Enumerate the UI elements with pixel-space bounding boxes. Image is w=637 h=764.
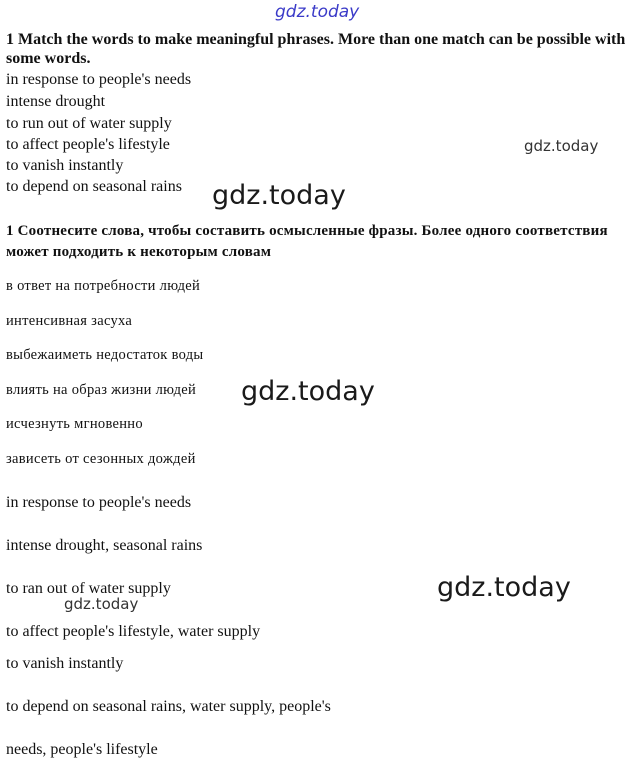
watermark-right-small: gdz.today bbox=[524, 137, 599, 155]
answer-item: needs, people's lifestyle bbox=[6, 741, 158, 758]
answer-item: to ran out of water supply bbox=[6, 580, 171, 597]
phrase-item: intense drought bbox=[6, 93, 106, 110]
answer-item: to affect people's lifestyle, water supply bbox=[6, 623, 261, 640]
phrase-item: to affect people's lifestyle bbox=[6, 136, 170, 153]
answer-item: in response to people's needs bbox=[6, 494, 192, 511]
phrase-item: to depend on seasonal rains bbox=[6, 178, 182, 195]
watermark-mid-large: gdz.today bbox=[212, 180, 346, 211]
watermark-right-large: gdz.today bbox=[437, 572, 571, 603]
watermark-mid2-large: gdz.today bbox=[241, 376, 375, 407]
exercise-heading-en: 1 Match the words to make meaningful phrases. More than one match can be possible with some words. bbox=[6, 31, 626, 67]
answer-item: intense drought, seasonal rains bbox=[6, 537, 203, 554]
exercise-heading-ru: 1 Соотнесите слова, чтобы составить осмысленные фразы. Более одного соответствия может подходить к некоторым словам bbox=[6, 223, 608, 260]
phrase-item-ru: интенсивная засуха bbox=[6, 313, 133, 329]
phrase-item-ru: выбежаиметь недостаток воды bbox=[6, 347, 204, 363]
phrase-item: in response to people's needs bbox=[6, 71, 192, 88]
phrase-item-ru: зависеть от сезонных дождей bbox=[6, 451, 196, 467]
answer-item: to depend on seasonal rains, water supply, people's bbox=[6, 698, 331, 715]
phrase-item-ru: влиять на образ жизни людей bbox=[6, 382, 197, 398]
phrase-item: to run out of water supply bbox=[6, 115, 172, 132]
watermark-bottom-small: gdz.today bbox=[64, 595, 139, 613]
phrase-item: to vanish instantly bbox=[6, 157, 124, 174]
answer-item: to vanish instantly bbox=[6, 655, 124, 672]
phrase-item-ru: исчезнуть мгновенно bbox=[6, 416, 143, 432]
phrase-item-ru: в ответ на потребности людей bbox=[6, 278, 201, 294]
watermark-top: gdz.today bbox=[275, 2, 360, 22]
